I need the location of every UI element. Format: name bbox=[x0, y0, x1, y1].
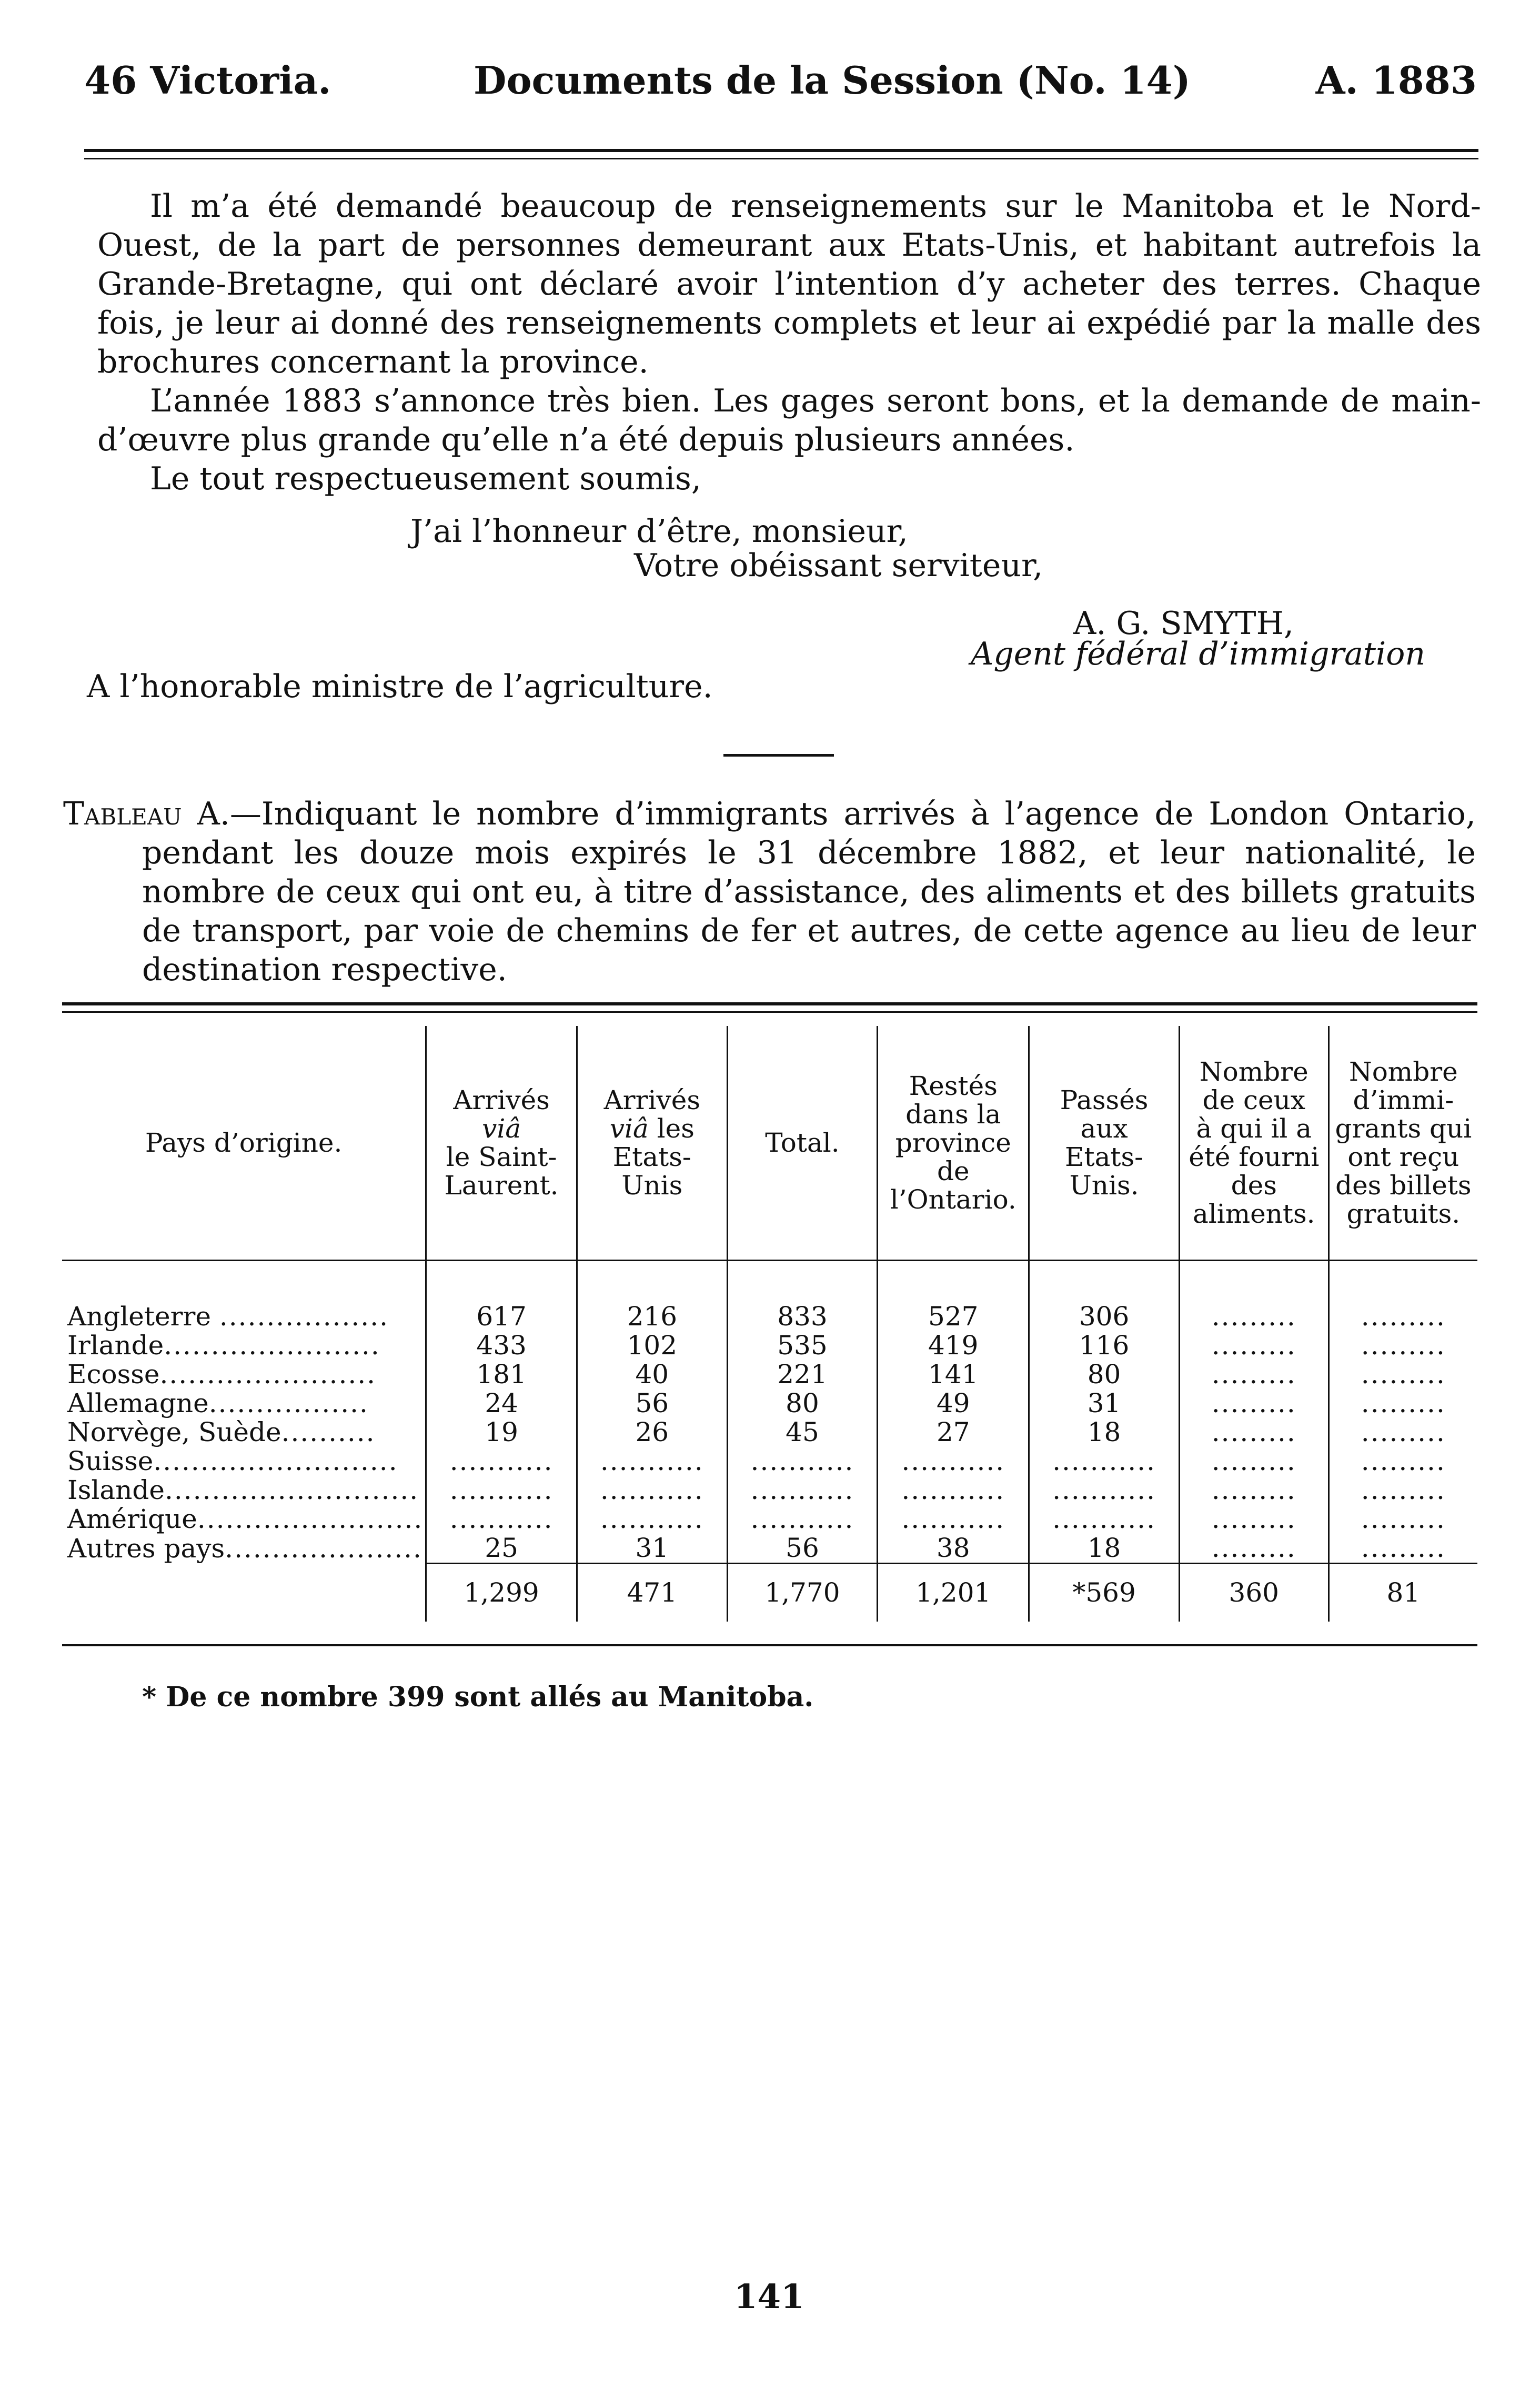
col-header-food-given: Nombre de ceux à qui il a été fourni des aliments. bbox=[1179, 1026, 1328, 1260]
letter-paragraph: Il m’a été demandé beaucoup de renseignements sur le Manitoba et le Nord-Ouest, de la part de personnes demeurant aux Etats-Unis, et habitant autrefois la Grande-Bretagne, qui ont déclaré avoir l’intention d’y acheter des terres. Chaque fois, je leur ai donné des renseignements complets et leur ai expédié par la malle des brochures concernant la province. bbox=[97, 188, 1481, 380]
col-header-stayed-ontario: Restés dans la province de l’Ontario. bbox=[878, 1026, 1029, 1260]
table-row: Islande........................... ........... ........... ........... ........... ........... ......... ......... bbox=[62, 1476, 1477, 1505]
page-number: 141 bbox=[734, 2277, 804, 2317]
table-row: Allemagne................. 24 56 80 49 31 ......... ......... bbox=[62, 1389, 1477, 1418]
table-rule-thick bbox=[62, 1002, 1477, 1005]
col-header-via-us: Arrivés viâ les Etats- Unis bbox=[577, 1026, 727, 1260]
signature: A. G. SMYTH, bbox=[1073, 605, 1294, 642]
col-header-to-us: Passés aux Etats- Unis. bbox=[1029, 1026, 1180, 1260]
tableau-id: A. bbox=[197, 796, 230, 832]
table-header-row bbox=[62, 1026, 1477, 1260]
addressee: A l’honorable ministre de l’agriculture. bbox=[87, 668, 713, 705]
col-header-country: Pays d’origine. bbox=[145, 1127, 343, 1158]
header-volume: 46 Victoria. bbox=[84, 58, 331, 103]
letter-paragraph: Le tout respectueusement soumis, bbox=[150, 460, 701, 497]
header-rule-thick bbox=[84, 149, 1478, 152]
totals-row: 1,299 471 1,770 1,201 *569 360 81 bbox=[62, 1564, 1477, 1622]
footnote: * De ce nombre 399 sont allés au Manitoba. bbox=[142, 1681, 814, 1713]
closing-line-2: Votre obéissant serviteur, bbox=[634, 547, 1043, 584]
header-separator bbox=[62, 1260, 1477, 1302]
header-title: Documents de la Session (No. 14) bbox=[474, 58, 1191, 103]
tableau-caption-text: —Indiquant le nombre d’immigrants arrivés à l’agence de London Ontario, pendant les douze mois expirés le 31 décembre 1882, et leur nationalité, le nombre de ceux qui ont eu, à titre d’assistance, des aliments et des billets gratuits de transport, par voie de chemins de fer et autres, de cette agence au lieu de leur destination respective. bbox=[142, 796, 1476, 988]
table-row: Autres pays..................... 25 31 56 38 18 ......... ......... bbox=[62, 1534, 1477, 1564]
immigration-table bbox=[62, 1026, 1477, 1622]
table-row: Irlande....................... 433 102 535 419 116 ......... ......... bbox=[62, 1331, 1477, 1360]
signatory-title: Agent fédéral d’immigration bbox=[971, 636, 1425, 672]
col-header-st-lawrence: Arrivés viâ le Saint- Laurent. bbox=[426, 1026, 577, 1260]
tableau-label: Tableau bbox=[63, 796, 182, 832]
col-header-total: Total. bbox=[727, 1026, 878, 1260]
letter-paragraph: L’année 1883 s’annonce très bien. Les gages seront bons, et la demande de main-d’œuvre plus grande qu’elle n’a été depuis plusieurs années. bbox=[97, 383, 1481, 458]
table-row: Ecosse....................... 181 40 221 141 80 ......... ......... bbox=[62, 1360, 1477, 1389]
table-row: Suisse.......................... ........... ........... ........... ........... ........... ......... ......... bbox=[62, 1447, 1477, 1476]
closing-line-1: J’ai l’honneur d’être, monsieur, bbox=[410, 513, 908, 550]
header-year: A. 1883 bbox=[1315, 58, 1477, 103]
tableau-caption bbox=[63, 794, 1476, 989]
letter-body bbox=[97, 187, 1481, 498]
table-row: Norvège, Suède.......... 19 26 45 27 18 ......... ......... bbox=[62, 1418, 1477, 1447]
table-rule-thin bbox=[62, 1011, 1477, 1013]
table-row: Angleterre .................. 617 216 833 527 306 ......... ......... bbox=[62, 1302, 1477, 1331]
table-bottom-rule bbox=[62, 1644, 1477, 1646]
header-rule-thin bbox=[84, 158, 1478, 159]
col-header-free-tickets: Nombre d’immi- grants qui ont reçu des billets gratuits. bbox=[1328, 1026, 1477, 1260]
section-divider bbox=[723, 754, 834, 757]
table-row: Amérique........................ ........... ........... ........... ........... ........... ......... ......... bbox=[62, 1505, 1477, 1534]
